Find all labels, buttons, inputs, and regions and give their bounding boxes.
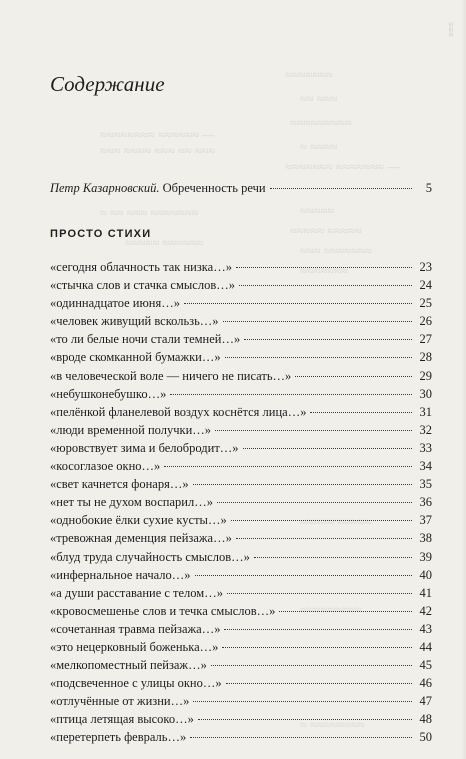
dot-leader: [295, 375, 412, 377]
toc-entry[interactable]: [50, 258, 432, 276]
toc-entry-title: «однобокие ёлки сухие кусты…»: [50, 513, 227, 528]
dot-leader: [239, 284, 412, 286]
toc-entry-title: «свет качнется фонаря…»: [50, 477, 189, 492]
toc-entry-title: «человек живущий вскользь…»: [50, 314, 219, 329]
toc-entry-title: «блуд труда случайность смыслов…»: [50, 549, 250, 564]
toc-entry-title: «люди временной получки…»: [50, 422, 212, 437]
toc-intro-entry[interactable]: [50, 181, 432, 196]
toc-page-number: 34: [419, 459, 432, 474]
toc-page-number: 35: [419, 477, 432, 492]
dot-leader: [227, 592, 412, 594]
dot-leader: [236, 537, 412, 539]
toc-page-number: 27: [419, 332, 432, 347]
toc-entry[interactable]: [50, 276, 432, 294]
toc-intro-title: [50, 181, 266, 196]
toc-page-number: 29: [419, 368, 432, 383]
toc-entry-title: «то ли белые ночи стали темней…»: [50, 332, 241, 347]
toc-entry[interactable]: [50, 403, 432, 421]
dot-leader: [193, 700, 412, 702]
toc-page-number: 50: [419, 730, 432, 745]
dot-leader: [215, 429, 412, 431]
toc-entry-title: «одиннадцатое июня…»: [50, 296, 180, 311]
toc-entry[interactable]: [50, 385, 432, 403]
toc-entry[interactable]: [50, 638, 432, 656]
toc-entry-title: «тревожная деменция пейзажа…»: [50, 531, 232, 546]
toc-page-number: 33: [419, 440, 432, 455]
toc-page-number: 39: [419, 549, 432, 564]
page-edge-shadow: [462, 0, 466, 759]
toc-entry[interactable]: [50, 602, 432, 620]
dot-leader: [244, 338, 412, 340]
toc-entry-title: «сочетанная травма пейзажа…»: [50, 621, 221, 636]
dot-leader: [223, 320, 412, 322]
toc-intro-author: Петр Казарновский.: [50, 181, 160, 195]
toc-entry-title: «а души расставание с телом…»: [50, 585, 223, 600]
toc-page-number: 46: [419, 676, 432, 691]
toc-entry-title: «нет ты не духом воспарил…»: [50, 495, 213, 510]
toc-entry-title: «косоглазое окно…»: [50, 459, 161, 474]
toc-entry-title: «перетерпеть февраль…»: [50, 730, 187, 745]
toc-entry[interactable]: [50, 439, 432, 457]
toc-page-number: 48: [419, 712, 432, 727]
page-title: Содержание: [50, 72, 165, 96]
dot-leader: [170, 393, 412, 395]
dot-leader: [193, 483, 412, 485]
toc-entry-title: «птица летящая высоко…»: [50, 712, 194, 727]
dot-leader: [243, 447, 412, 449]
toc-entry-title: «кровосмешенье слов и течка смыслов…»: [50, 603, 276, 618]
dot-leader: [310, 411, 412, 413]
toc-page-number: 26: [419, 314, 432, 329]
toc-entry[interactable]: [50, 566, 432, 584]
toc-page-number: 45: [419, 658, 432, 673]
toc-entry-title: «мелкопоместный пейзаж…»: [50, 658, 207, 673]
toc-entry-title: «это нецерковный боженька…»: [50, 639, 219, 654]
toc-entry-title: «инфернальное начало…»: [50, 567, 191, 582]
toc-page-number: 41: [419, 585, 432, 600]
dot-leader: [222, 646, 412, 648]
toc-entry-title: «юровствует зима и белобродит…»: [50, 440, 239, 455]
toc-entry-title: «небушконебушко…»: [50, 386, 167, 401]
toc-page-number: 43: [419, 621, 432, 636]
toc-intro-essay: Обреченность речи: [159, 181, 266, 195]
toc-page-number: 25: [419, 296, 432, 311]
toc-entry-title: «вроде скомканной бумажки…»: [50, 350, 221, 365]
toc-entry[interactable]: [50, 710, 432, 728]
toc-page-number: 23: [419, 260, 432, 274]
dot-leader: [190, 736, 412, 738]
section-title: ПРОСТО СТИХИ: [50, 228, 152, 240]
dot-leader: [279, 610, 412, 612]
toc-entry[interactable]: [50, 330, 432, 348]
dot-leader: [198, 718, 412, 720]
toc-entry[interactable]: [50, 312, 432, 330]
toc-entry-title: «отлучённые от жизни…»: [50, 694, 190, 709]
toc-entry-title: «подсвеченное с улицы окно…»: [50, 676, 222, 691]
toc-entry[interactable]: [50, 367, 432, 385]
toc-entry[interactable]: [50, 548, 432, 566]
toc-entry[interactable]: [50, 584, 432, 602]
dot-leader: [231, 519, 412, 521]
toc-page-number: 36: [419, 495, 432, 510]
toc-page-number: 32: [419, 422, 432, 437]
dot-leader: [225, 356, 412, 358]
toc-entry[interactable]: [50, 493, 432, 511]
dot-leader: [226, 682, 412, 684]
toc-list: [50, 258, 432, 747]
dot-leader: [195, 574, 413, 576]
toc-page-number: 24: [419, 278, 432, 293]
dot-leader: [224, 628, 412, 630]
toc-page-number: 47: [419, 694, 432, 709]
toc-page-number: 38: [419, 531, 432, 546]
toc-entry[interactable]: [50, 421, 432, 439]
dot-leader: [236, 266, 412, 268]
toc-page-number: 42: [419, 603, 432, 618]
toc-page-number: 28: [419, 350, 432, 365]
dot-leader: [254, 556, 412, 558]
toc-page-number: 31: [419, 404, 432, 419]
toc-page-number: 30: [419, 386, 432, 401]
toc-page-number: 44: [419, 639, 432, 654]
dot-leader: [270, 187, 412, 189]
toc-page-number: 5: [425, 181, 432, 195]
dot-leader: [164, 465, 412, 467]
dot-leader: [211, 664, 412, 666]
toc-entry[interactable]: [50, 475, 432, 493]
bleed-through-texture: ≈≈≈≈≈≈≈ ≈≈ ≈≈≈ ≈≈≈≈≈≈≈≈≈ ≈≈≈≈≈≈≈≈ ≈≈≈≈≈≈ — ≈≈≈ ≈≈≈≈ ≈≈≈ ≈≈ ≈≈≈ ≈ ≈≈≈≈ ≈≈≈≈≈≈≈ ≈≈≈≈≈≈≈ — ≈≈≈≈≈ ≈ ≈≈ ≈≈≈ ≈≈≈≈≈≈≈ ≈≈≈≈≈ ≈≈≈≈≈ ≈≈≈ ≈≈≈≈≈≈≈ ≈≈≈≈≈ ≈≈≈≈≈≈ ≈≈≈≈≈≈≈ ≈≈≈≈≈ ≈≈≈≈≈ ≈≈≈≈≈≈≈≈≈ ≈ ≈≈≈≈≈≈≈≈: [100, 68, 400, 732]
toc-entry[interactable]: [50, 620, 432, 638]
toc-entry-title: «стычка слов и стачка смыслов…»: [50, 278, 235, 293]
dot-leader: [217, 501, 412, 503]
toc-entry[interactable]: [50, 656, 432, 674]
toc-page-number: 37: [419, 513, 432, 528]
toc-entry[interactable]: [50, 529, 432, 547]
toc-entry[interactable]: [50, 511, 432, 529]
toc-entry[interactable]: [50, 728, 432, 746]
toc-entry-title: «в человеческой воле — ничего не писать…»: [50, 368, 292, 383]
toc-entry[interactable]: [50, 348, 432, 366]
margin-mark: ≡≡≡: [446, 22, 456, 38]
toc-entry[interactable]: [50, 457, 432, 475]
toc-entry[interactable]: [50, 674, 432, 692]
toc-page-number: 40: [419, 567, 432, 582]
toc-entry[interactable]: [50, 294, 432, 312]
toc-entry-title: «сегодня облачность так низка…»: [50, 260, 232, 274]
toc-entry-title: «пелёнкой фланелевой воздух коснётся лица…»: [50, 404, 307, 419]
dot-leader: [184, 302, 412, 304]
toc-entry[interactable]: [50, 692, 432, 710]
